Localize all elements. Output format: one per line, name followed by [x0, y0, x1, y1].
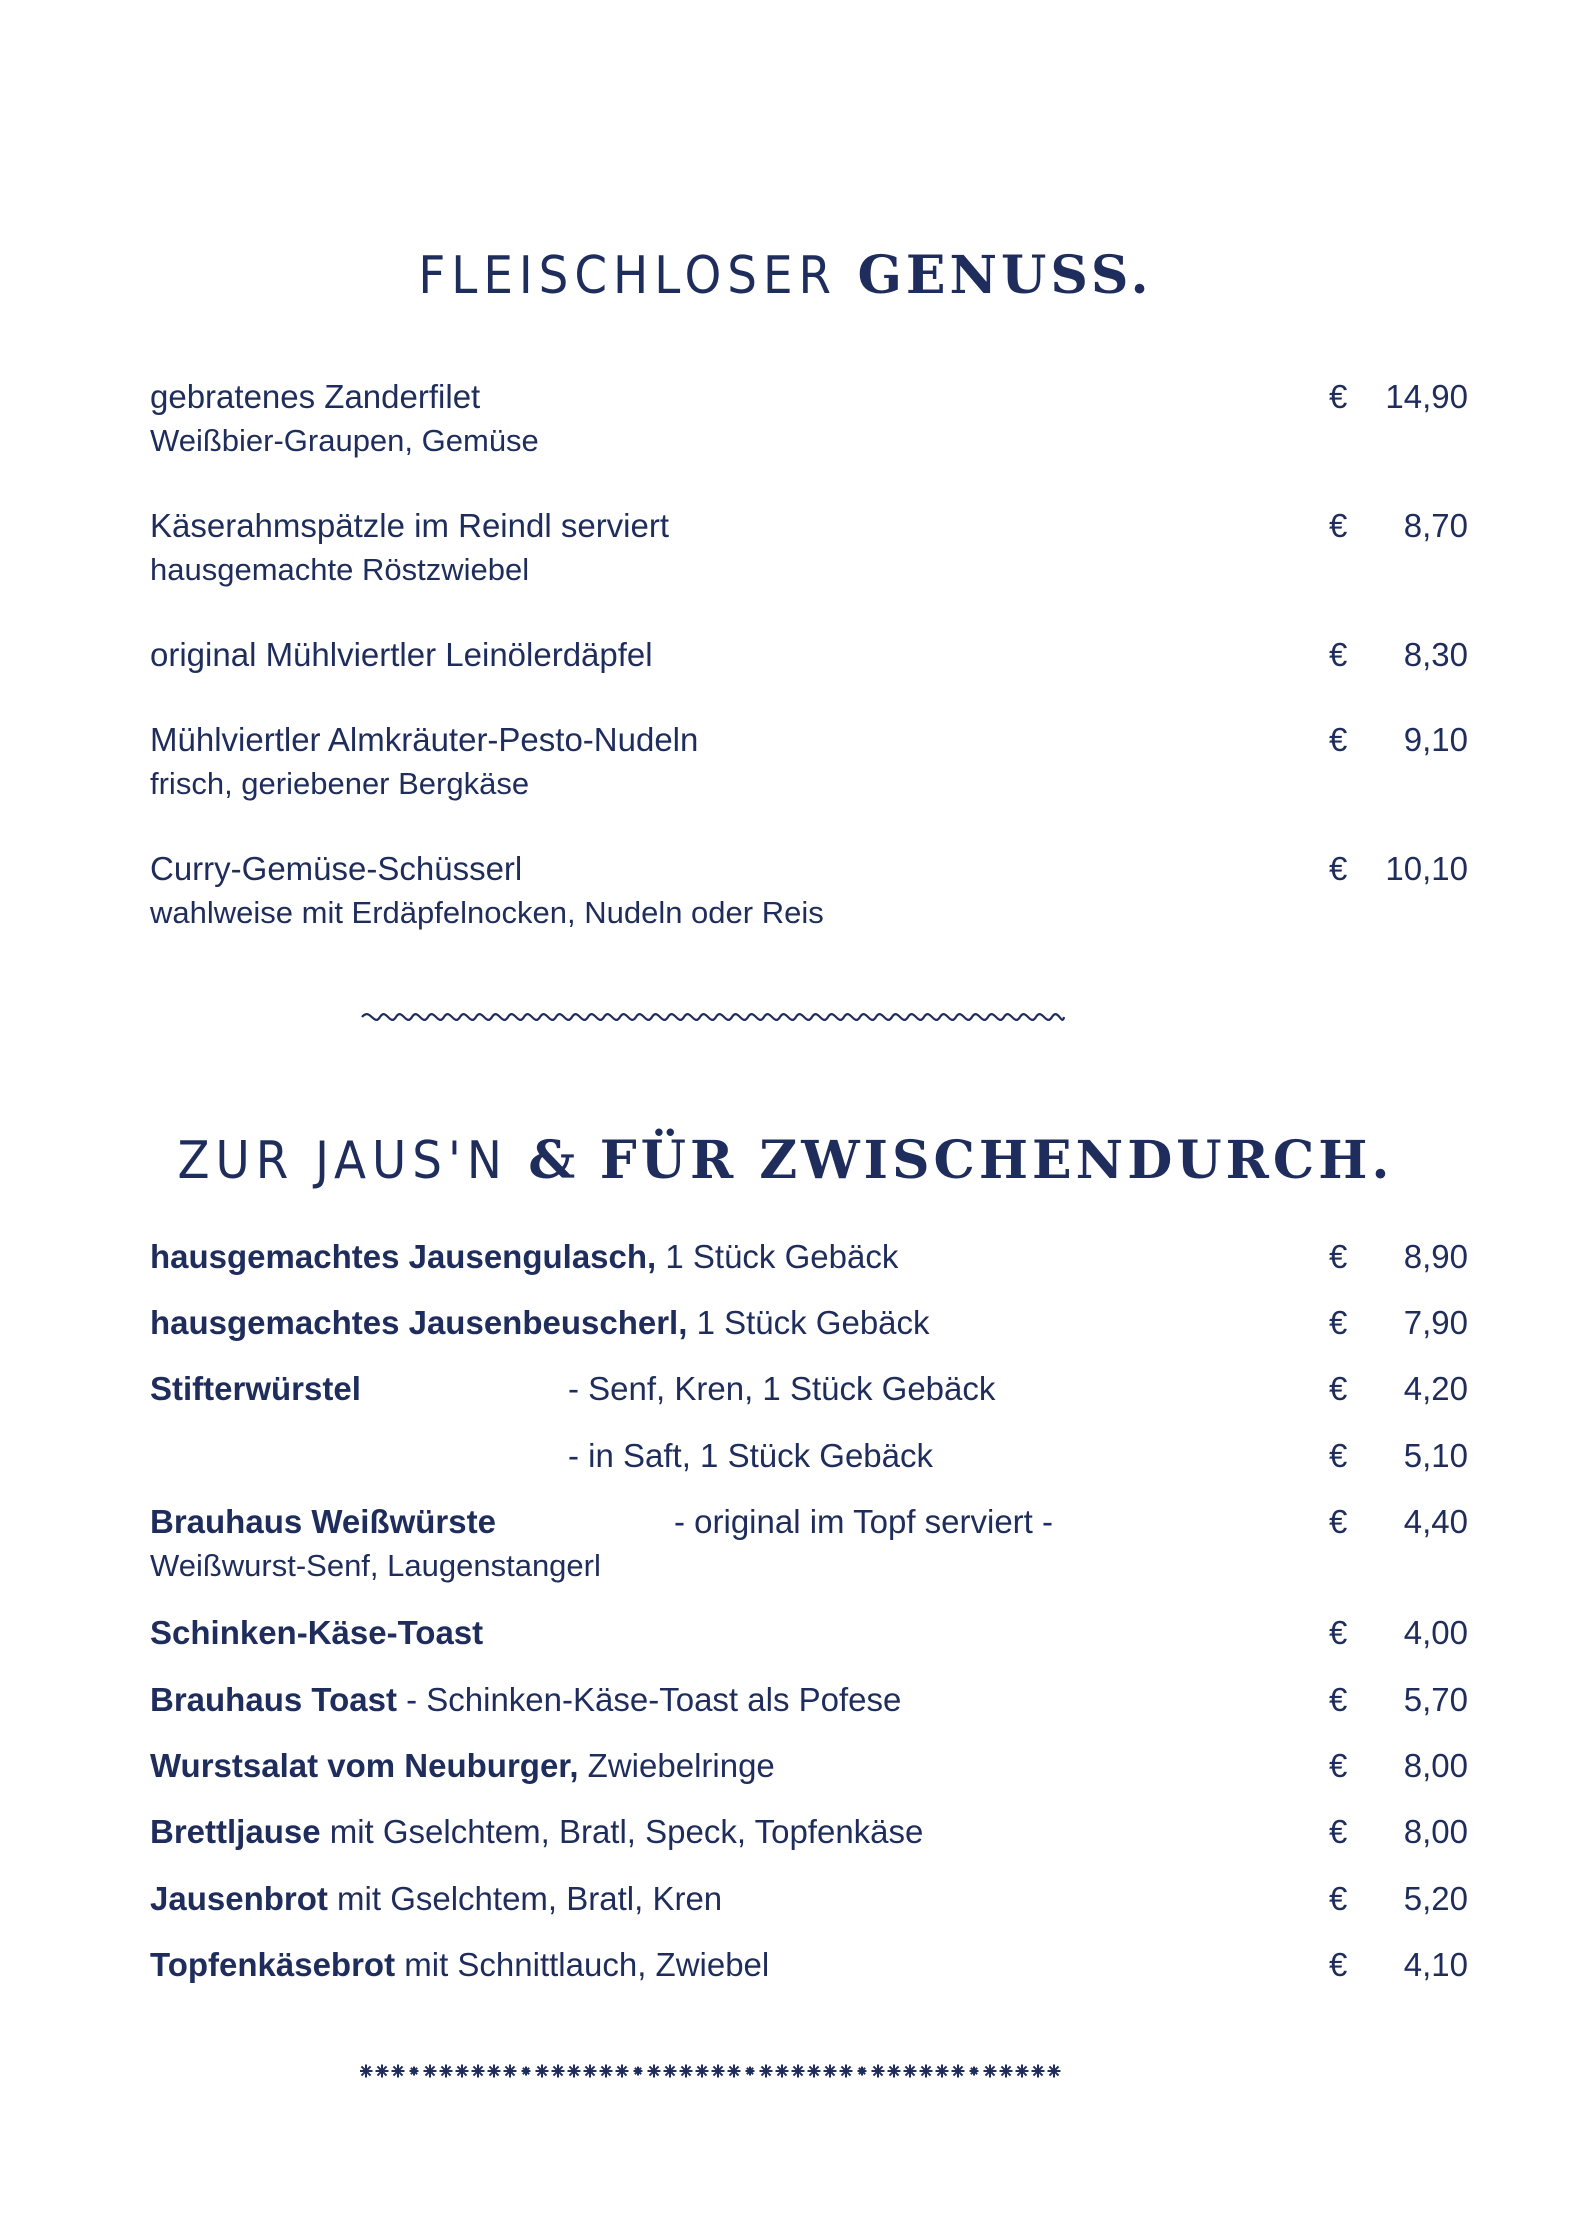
star-glyph [664, 2065, 677, 2078]
star-glyph [522, 2067, 531, 2076]
star-glyph [536, 2065, 549, 2078]
star-glyph [1016, 2065, 1029, 2078]
currency-symbol: € [1329, 1304, 1348, 1341]
star-glyph [552, 2065, 565, 2078]
star-glyph [776, 2065, 789, 2078]
price-value: 7,90 [1403, 1304, 1468, 1341]
star-glyph [712, 2065, 725, 2078]
star-glyph [808, 2065, 821, 2078]
star-glyph [920, 2065, 933, 2078]
star-glyph [858, 2067, 867, 2076]
price-value: 5,70 [1403, 1681, 1468, 1718]
ornamental-divider [360, 1005, 1066, 1027]
menu-item [150, 1500, 1468, 1588]
item-detail: mit Schnittlauch, Zwiebel [395, 1946, 770, 1983]
price-value: 8,00 [1403, 1813, 1468, 1850]
section-title-light: FLEISCHLOSER [418, 246, 838, 306]
currency-symbol: € [1329, 1437, 1348, 1474]
item-description: Weißwurst-Senf, Laugenstangerl [150, 1548, 601, 1583]
currency-symbol: € [1329, 1238, 1348, 1275]
star-glyph [824, 2065, 837, 2078]
star-glyph [504, 2065, 517, 2078]
currency-symbol: € [1329, 1614, 1348, 1651]
currency-symbol: € [1329, 1503, 1348, 1540]
item-detail: - in Saft, 1 Stück Gebäck [568, 1437, 933, 1474]
menu-item [150, 1235, 1468, 1279]
price-value: 10,10 [1385, 850, 1468, 887]
star-divider [360, 2060, 1066, 2082]
star-glyph [392, 2065, 405, 2078]
price-value: 9,10 [1403, 721, 1468, 758]
star-glyph [872, 2065, 885, 2078]
star-glyph [440, 2065, 453, 2078]
item-detail: mit Gselchtem, Bratl, Speck, Topfenkäse [320, 1813, 924, 1850]
menu-item [150, 1301, 1468, 1345]
price-value: 4,00 [1403, 1614, 1468, 1651]
item-name: original Mühlviertler Leinölerdäpfel [150, 636, 653, 673]
menu-item [150, 1367, 1468, 1411]
menu-item [150, 718, 1468, 806]
item-name: Wurstsalat vom Neuburger, [150, 1747, 579, 1784]
price-value: 5,10 [1403, 1437, 1468, 1474]
item-detail: 1 Stück Gebäck [687, 1304, 930, 1341]
star-glyph [1048, 2065, 1061, 2078]
item-name: Jausenbrot [150, 1880, 328, 1917]
item-description: Weißbier-Graupen, Gemüse [150, 423, 539, 458]
section-title-bold: GENUSS. [857, 245, 1153, 306]
item-name: Brauhaus Weißwürste [150, 1503, 496, 1540]
menu-item [150, 504, 1468, 592]
price-value: 14,90 [1385, 378, 1468, 415]
currency-symbol: € [1329, 1747, 1348, 1784]
star-glyph [634, 2067, 643, 2076]
price-value: 8,70 [1403, 507, 1468, 544]
item-detail: - Senf, Kren, 1 Stück Gebäck [568, 1370, 996, 1407]
price-value: 4,20 [1403, 1370, 1468, 1407]
currency-symbol: € [1329, 636, 1348, 673]
item-name: hausgemachtes Jausengulasch, [150, 1238, 657, 1275]
star-glyph [376, 2065, 389, 2078]
star-glyph [888, 2065, 901, 2078]
star-glyph [680, 2065, 693, 2078]
currency-symbol: € [1329, 1681, 1348, 1718]
menu-item [150, 633, 1468, 677]
star-glyph [984, 2065, 997, 2078]
currency-symbol: € [1329, 1370, 1348, 1407]
currency-symbol: € [1329, 378, 1348, 415]
menu-item [150, 1877, 1468, 1921]
currency-symbol: € [1329, 850, 1348, 887]
star-glyph [456, 2065, 469, 2078]
item-detail: mit Gselchtem, Bratl, Kren [327, 1880, 723, 1917]
price-value: 4,40 [1403, 1503, 1468, 1540]
price-value: 8,90 [1403, 1238, 1468, 1275]
star-glyph [488, 2065, 501, 2078]
menu-item [150, 847, 1468, 935]
item-name: hausgemachtes Jausenbeuscherl, [150, 1304, 688, 1341]
star-glyph [970, 2067, 979, 2076]
menu-item [150, 375, 1468, 463]
menu-item [150, 1810, 1468, 1854]
menu-item [150, 1744, 1468, 1788]
star-glyph [410, 2067, 419, 2076]
star-glyph [568, 2065, 581, 2078]
item-name: Stifterwürstel [150, 1370, 361, 1407]
star-glyph [728, 2065, 741, 2078]
item-name: Brauhaus Toast [150, 1681, 397, 1718]
item-name: Brettljause [150, 1813, 321, 1850]
currency-symbol: € [1329, 1880, 1348, 1917]
star-glyph [584, 2065, 597, 2078]
item-description: frisch, geriebener Bergkäse [150, 766, 530, 801]
star-glyph [472, 2065, 485, 2078]
star-glyph [360, 2065, 373, 2078]
section-title-ampersand: & [528, 1130, 580, 1191]
currency-symbol: € [1329, 507, 1348, 544]
price-value: 8,00 [1403, 1747, 1468, 1784]
star-glyph [1032, 2065, 1045, 2078]
item-name: Mühlviertler Almkräuter-Pesto-Nudeln [150, 721, 699, 758]
currency-symbol: € [1329, 1946, 1348, 1983]
item-name: gebratenes Zanderfilet [150, 378, 481, 415]
menu-item [150, 1611, 1468, 1655]
price-value: 8,30 [1403, 636, 1468, 673]
item-detail: Zwiebelringe [578, 1747, 775, 1784]
item-name: Topfenkäsebrot [150, 1946, 396, 1983]
star-glyph [904, 2065, 917, 2078]
menu-item [150, 1678, 1468, 1722]
star-glyph [936, 2065, 949, 2078]
star-glyph [648, 2065, 661, 2078]
currency-symbol: € [1329, 721, 1348, 758]
item-name: Schinken-Käse-Toast [150, 1614, 484, 1651]
item-name: Curry-Gemüse-Schüsserl [150, 850, 523, 887]
star-glyph [840, 2065, 853, 2078]
star-glyph [746, 2067, 755, 2076]
star-glyph [616, 2065, 629, 2078]
star-glyph [696, 2065, 709, 2078]
star-glyph [1000, 2065, 1013, 2078]
item-description: wahlweise mit Erdäpfelnocken, Nudeln oder Reis [150, 895, 824, 930]
item-description: hausgemachte Röstzwiebel [150, 552, 530, 587]
star-glyph [600, 2065, 613, 2078]
star-glyph [952, 2065, 965, 2078]
section-title-bold: FÜR ZWISCHENDURCH. [599, 1130, 1394, 1191]
star-glyph [424, 2065, 437, 2078]
star-glyph [792, 2065, 805, 2078]
price-value: 4,10 [1403, 1946, 1468, 1983]
section-title-fleischloser-genuss [0, 245, 1571, 306]
item-detail: - original im Topf serviert - [674, 1503, 1054, 1540]
price-value: 5,20 [1403, 1880, 1468, 1917]
item-detail: - Schinken-Käse-Toast als Pofese [396, 1681, 902, 1718]
menu-item [150, 1943, 1468, 1987]
item-detail: 1 Stück Gebäck [656, 1238, 899, 1275]
section-title-jausn [0, 1130, 1571, 1191]
section-title-light: ZUR JAUS'N [177, 1131, 508, 1191]
currency-symbol: € [1329, 1813, 1348, 1850]
star-glyph [760, 2065, 773, 2078]
item-name: Käserahmspätzle im Reindl serviert [150, 507, 670, 544]
